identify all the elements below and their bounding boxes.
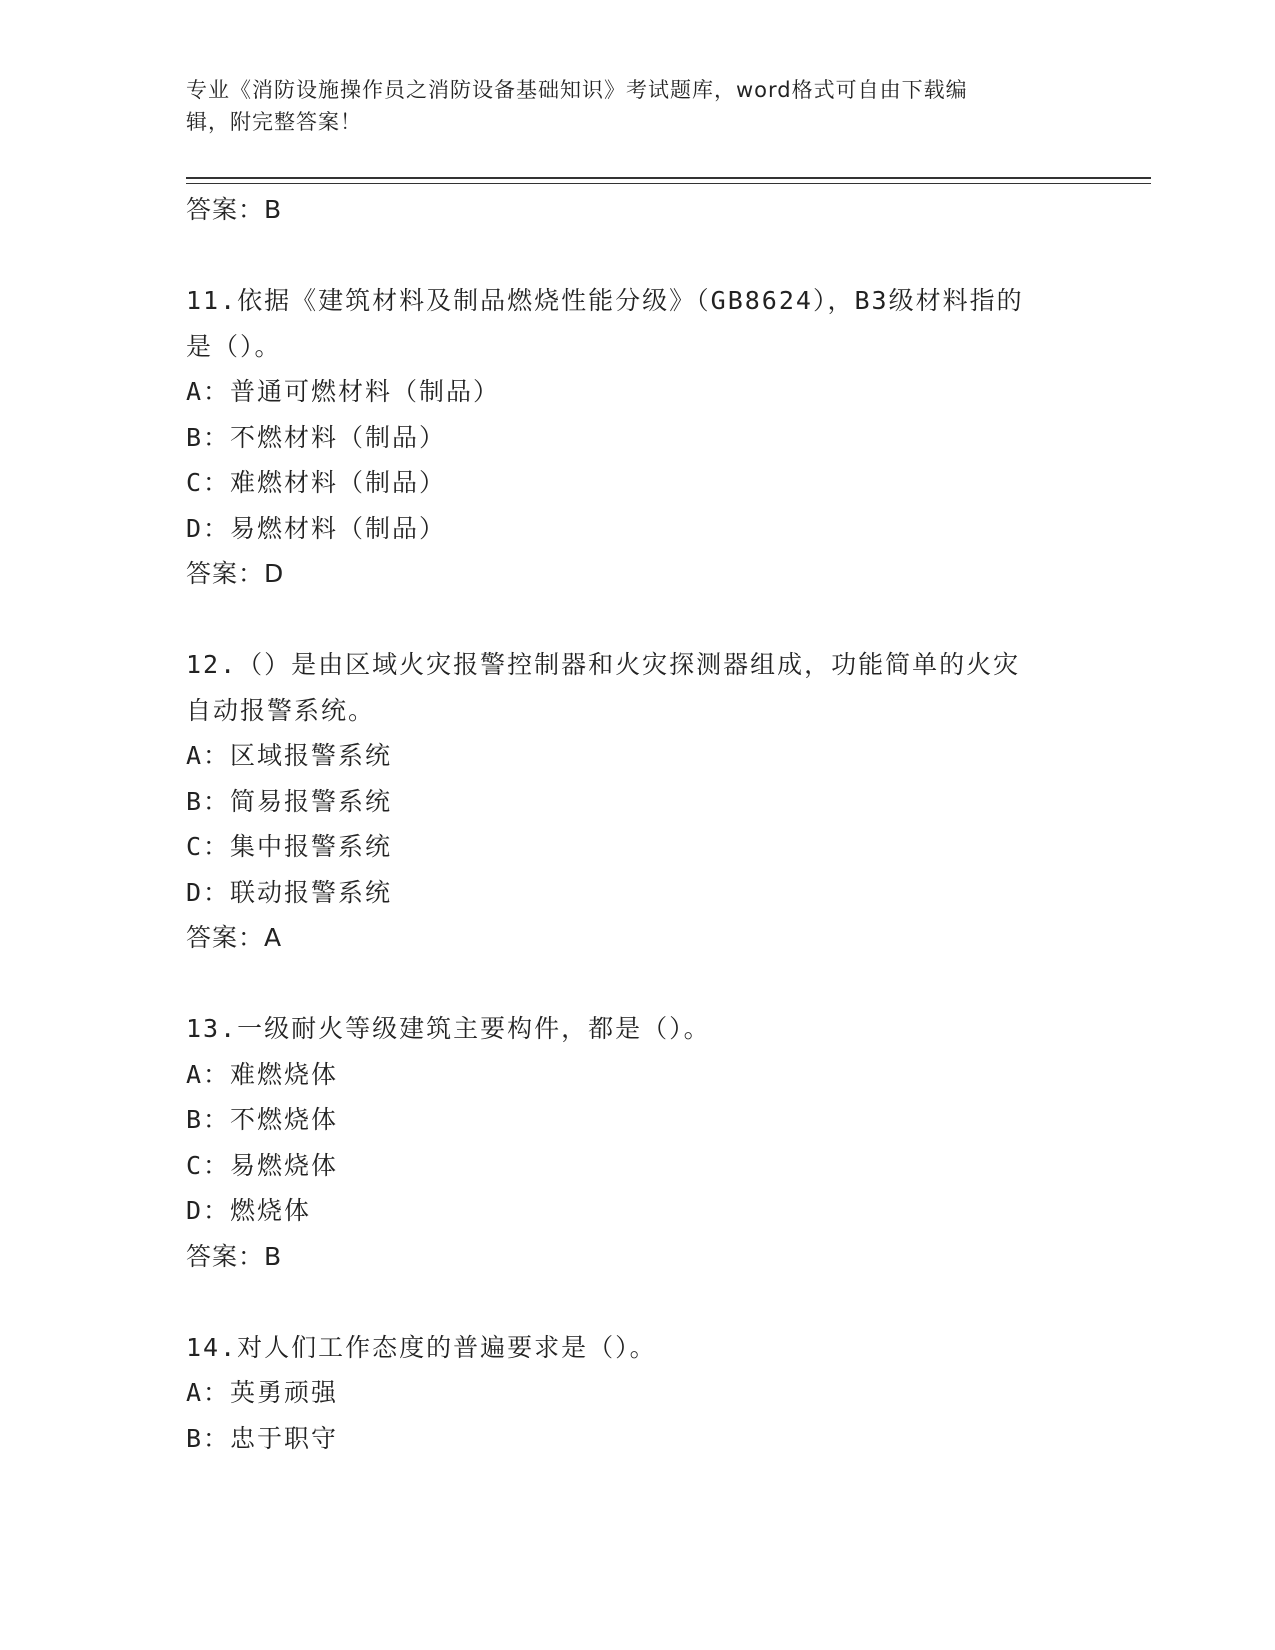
option-b: B：简易报警系统	[186, 786, 393, 816]
option-a: A：普通可燃材料（制品）	[186, 377, 501, 406]
answer-line: 答案：A	[186, 923, 283, 952]
question-stem-continued: 自动报警系统。	[186, 695, 376, 725]
option-c: C：易燃烧体	[186, 1150, 339, 1180]
question-11	[186, 278, 1086, 597]
question-stem: 11.依据《建筑材料及制品燃烧性能分级》（GB8624），B3级材料指的	[186, 286, 1024, 315]
header-line-2: 辑，附完整答案！	[186, 110, 362, 134]
option-b: B：不燃材料（制品）	[186, 422, 447, 452]
answer-line: 答案：D	[186, 559, 285, 588]
document-header	[186, 74, 1066, 138]
spacer	[186, 1279, 1086, 1325]
spacer	[186, 597, 1086, 643]
option-d: D：联动报警系统	[186, 877, 393, 907]
question-14	[186, 1325, 1086, 1462]
option-a: A：英勇顽强	[186, 1378, 339, 1407]
option-b: B：忠于职守	[186, 1423, 339, 1453]
question-13	[186, 1006, 1086, 1279]
question-stem: 14.对人们工作态度的普遍要求是（）。	[186, 1332, 657, 1362]
answer-line: 答案：B	[186, 1241, 283, 1271]
question-stem: 13.一级耐火等级建筑主要构件，都是（）。	[186, 1014, 711, 1043]
option-c: C：难燃材料（制品）	[186, 468, 447, 497]
answer-line: 答案：B	[186, 195, 283, 224]
option-b: B：不燃烧体	[186, 1105, 339, 1134]
question-stem: 12.（）是由区域火灾报警控制器和火灾探测器组成，功能简单的火灾	[186, 650, 1021, 679]
question-12	[186, 642, 1086, 961]
option-d: D：易燃材料（制品）	[186, 513, 447, 543]
option-d: D：燃烧体	[186, 1196, 312, 1225]
option-a: A：区域报警系统	[186, 741, 393, 770]
header-line-1: 专业《消防设施操作员之消防设备基础知识》考试题库，word格式可自由下载编	[186, 78, 968, 102]
option-a: A：难燃烧体	[186, 1059, 339, 1089]
spacer	[186, 961, 1086, 1007]
header-divider-thin	[186, 183, 1151, 184]
question-list	[186, 187, 1086, 1461]
question-stem-continued: 是（）。	[186, 331, 282, 361]
option-c: C：集中报警系统	[186, 832, 393, 861]
header-divider-thick	[186, 177, 1151, 179]
spacer	[186, 233, 1086, 279]
